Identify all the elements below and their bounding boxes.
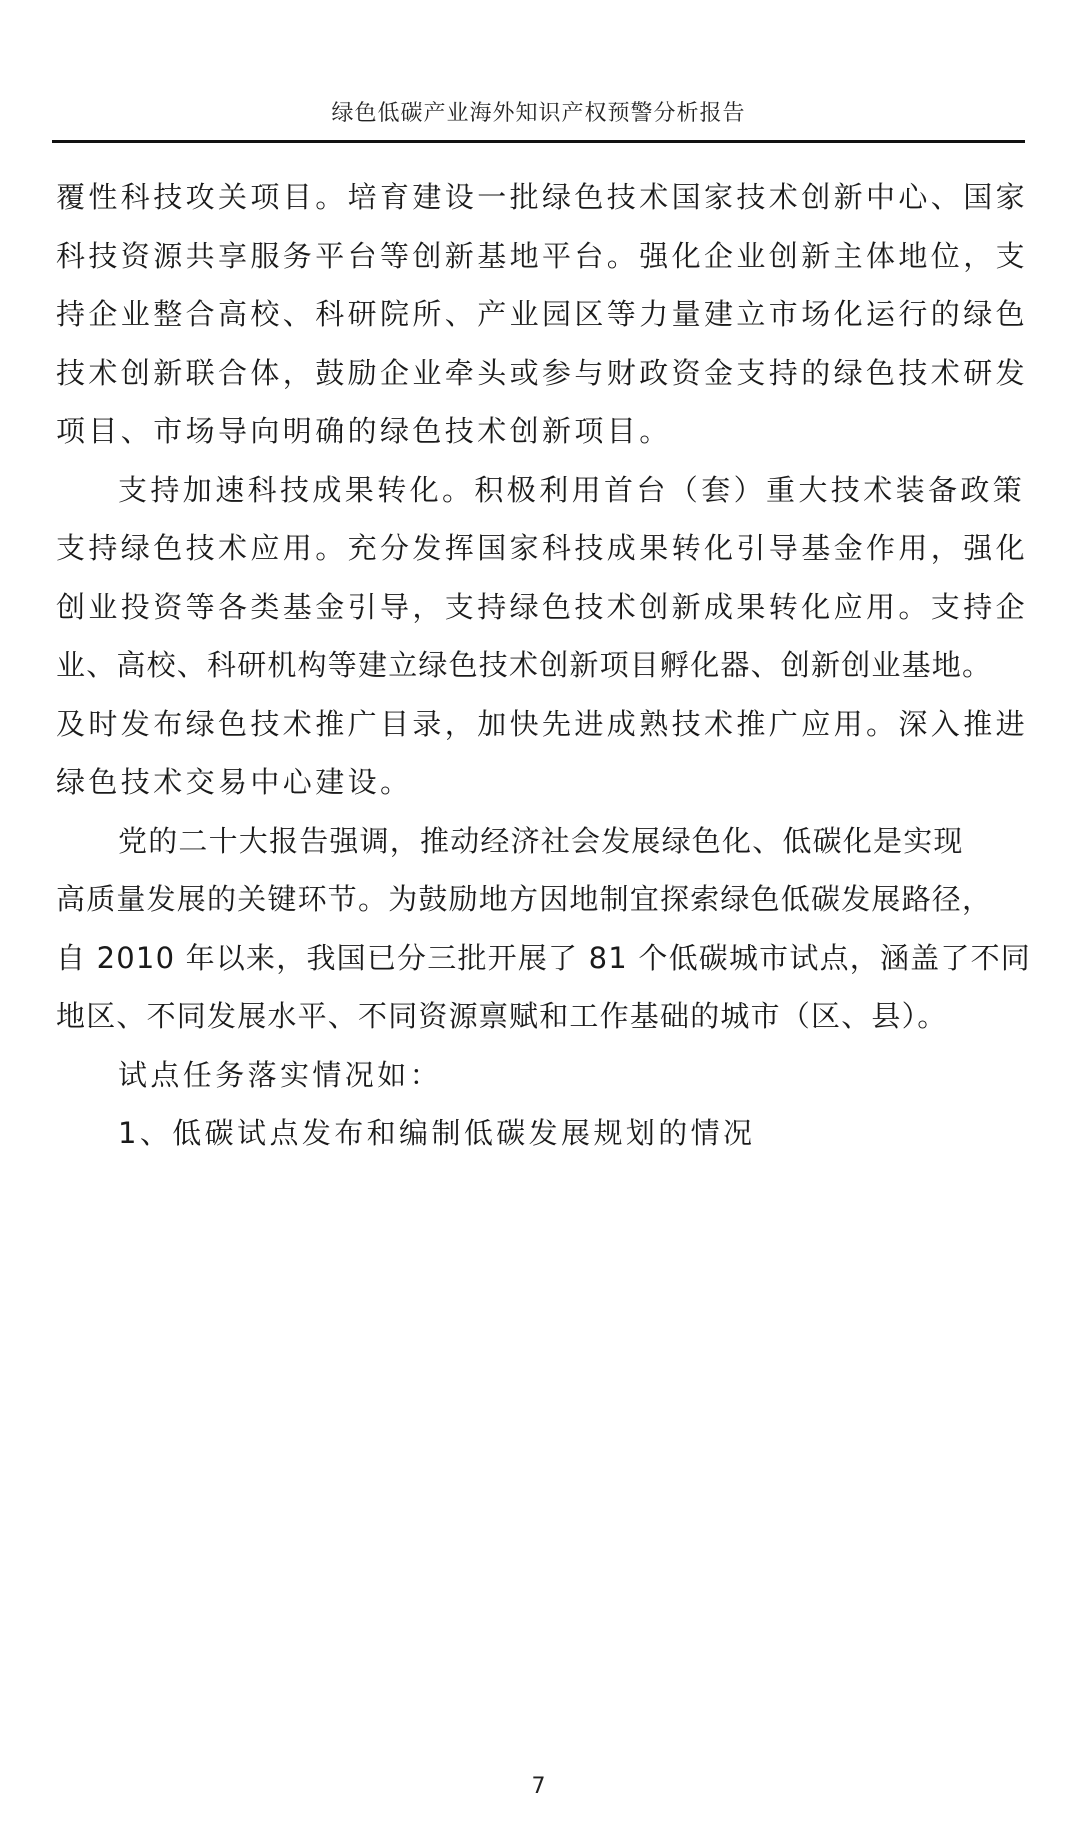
text-line: 技术创新联合体，鼓励企业牵头或参与财政资金支持的绿色技术研发 [56,355,1029,390]
running-header: 绿色低碳产业海外知识产权预警分析报告 [331,101,746,126]
text-line: 绿色技术交易中心建设。 [56,765,413,799]
text-line: 试点任务落实情况如： [118,1057,443,1092]
paragraph-1 [56,168,1029,461]
text-line: 高质量发展的关键环节。为鼓励地方因地制宜探索绿色低碳发展路径， [56,882,993,916]
text-line: 持企业整合高校、科研院所、产业园区等力量建立市场化运行的绿色 [56,297,1029,331]
text-line: 覆性科技攻关项目。培育建设一批绿色技术国家技术创新中心、国家 [56,180,1029,214]
document-body [56,168,1031,1163]
page-number: 7 [531,1774,546,1799]
text-line: 支持绿色技术应用。充分发挥国家科技成果转化引导基金作用，强化 [56,531,1029,565]
text-line: 创业投资等各类基金引导，支持绿色技术创新成果转化应用。支持企 [56,589,1029,624]
text-line: 业、高校、科研机构等建立绿色技术创新项目孵化器、创新创业基地。 [56,648,993,682]
text-line: 科技资源共享服务平台等创新基地平台。强化企业创新主体地位，支 [56,238,1029,273]
text-line: 自 2010 年以来，我国已分三批开展了 81 个低碳城市试点，涵盖了不同 [56,940,1031,975]
text-line: 及时发布绿色技术推广目录，加快先进成熟技术推广应用。深入推进 [56,706,1029,741]
paragraph-4 [56,1046,1022,1105]
text-line: 党的二十大报告强调，推动经济社会发展绿色化、低碳化是实现 [118,823,964,858]
text-line: 支持加速科技成果转化。积极利用首台（套）重大技术装备政策 [118,472,1026,507]
section-heading: 1、低碳试点发布和编制低碳发展规划的情况 [118,1116,756,1150]
header-divider [52,140,1025,143]
text-line: 地区、不同发展水平、不同资源禀赋和工作基础的城市（区、县）。 [56,999,948,1033]
paragraph-5 [56,1104,1022,1163]
paragraph-2 [56,461,1029,812]
text-line: 项目、市场导向明确的绿色技术创新项目。 [56,414,672,448]
paragraph-3 [56,812,1031,1046]
